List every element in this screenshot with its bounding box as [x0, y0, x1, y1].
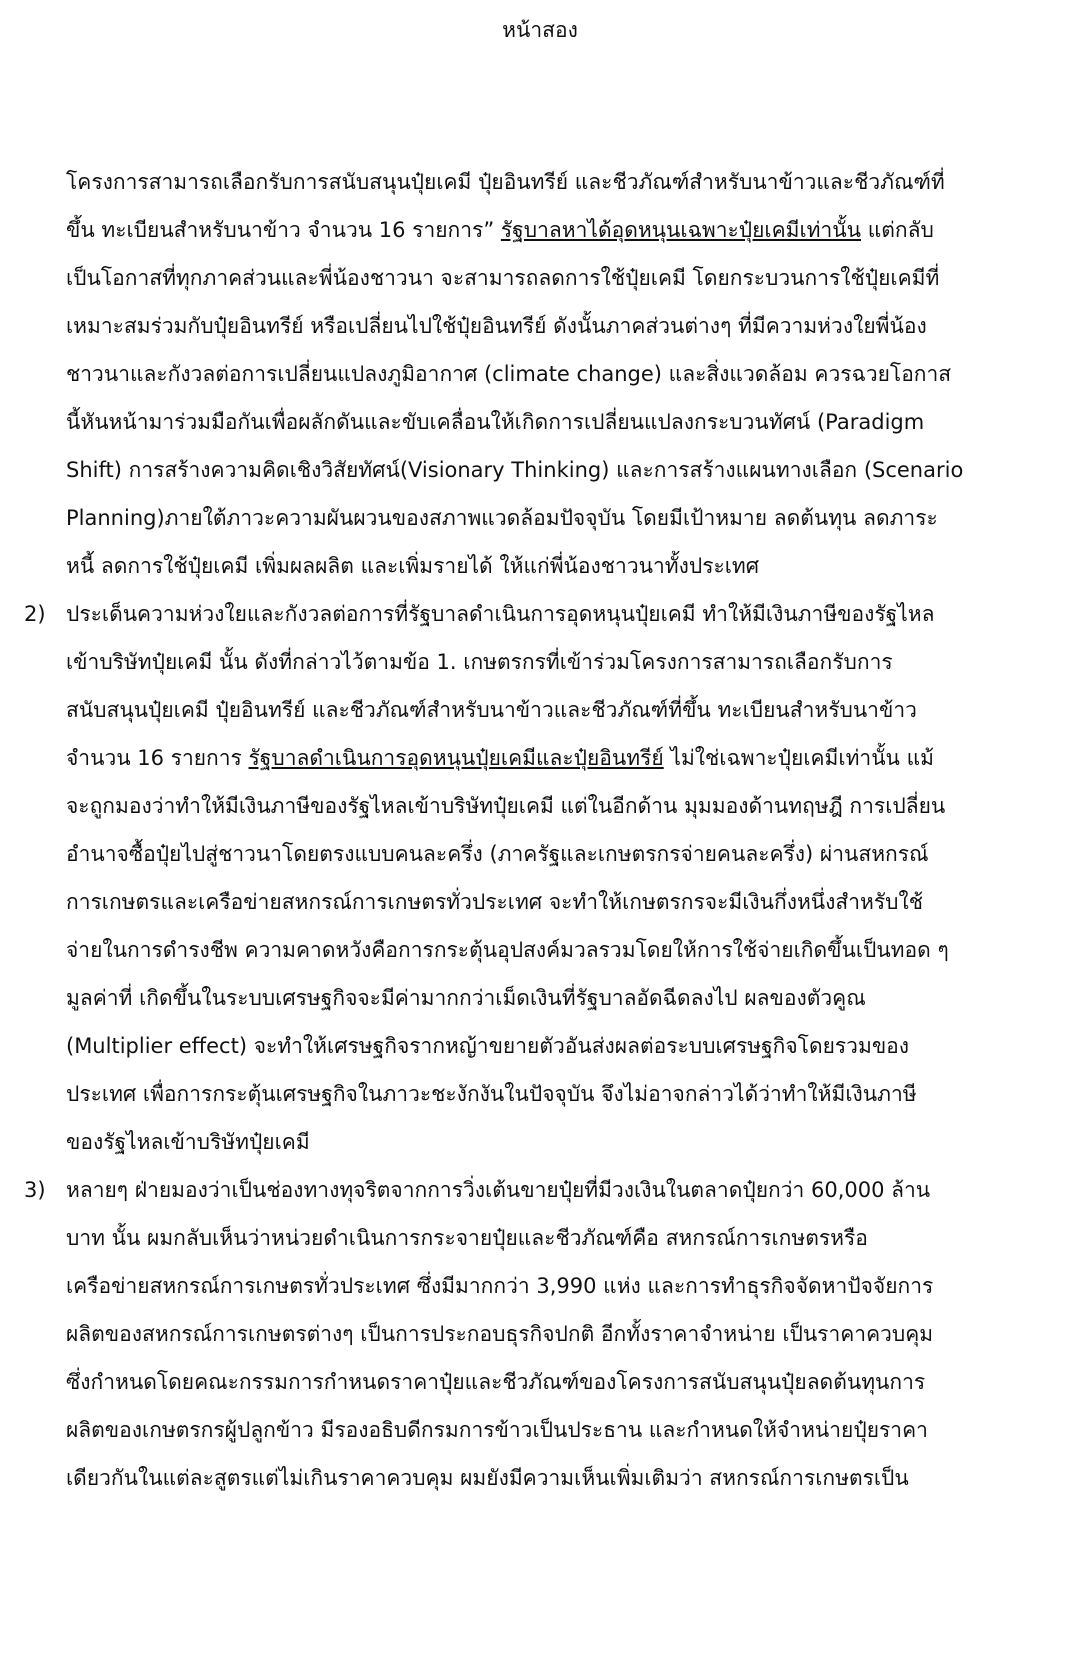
text-line: หนี้ ลดการใช้ปุ๋ยเคมี เพิ่มผลผลิต และเพิ่มรายได้ ให้แก่พี่น้องชาวนาทั้งประเทศ — [66, 554, 760, 578]
text-line: ผลิตของเกษตรกรผู้ปลูกข้าว มีรองอธิบดีกรมการข้าวเป็นประธาน และกำหนดให้จำหน่ายปุ๋ยราคา — [66, 1418, 928, 1442]
text-span: จำนวน 16 รายการ — [66, 746, 249, 770]
list-marker: 2) — [24, 602, 46, 626]
text-span: แต่กลับ — [861, 218, 934, 242]
text-line: โครงการสามารถเลือกรับการสนับสนุนปุ๋ยเคมี ปุ๋ยอินทรีย์ และชีวภัณฑ์สำหรับนาข้าวและชีวภัณฑ์ที่ — [66, 170, 945, 194]
text-line: เดียวกันในแต่ละสูตรแต่ไม่เกินราคาควบคุม ผมยังมีความเห็นเพิ่มเติมว่า สหกรณ์การเกษตรเป็น — [66, 1466, 909, 1490]
text-line: บาท นั้น ผมกลับเห็นว่าหน่วยดำเนินการกระจายปุ๋ยและชีวภัณฑ์คือ สหกรณ์การเกษตรหรือ — [66, 1226, 868, 1250]
text-line: เป็นโอกาสที่ทุกภาคส่วนและพี่น้องชาวนา จะสามารถลดการใช้ปุ๋ยเคมี โดยกระบวนการใช้ปุ๋ยเคมีที่ — [66, 266, 940, 290]
text-line: Shift) การสร้างความคิดเชิงวิสัยทัศน์(Visionary Thinking) และการสร้างแผนทางเลือก (Scenario — [66, 458, 964, 482]
text-line: ซึ่งกำหนดโดยคณะกรรมการกำหนดราคาปุ๋ยและชีวภัณฑ์ของโครงการสนับสนุนปุ๋ยลดต้นทุนการ — [66, 1370, 926, 1394]
text-line: จ่ายในการดำรงชีพ ความคาดหวังคือการกระตุ้นอุปสงค์มวลรวมโดยให้การใช้จ่ายเกิดขึ้นเป็นทอด ๆ — [66, 938, 949, 962]
text-line: อำนาจซื้อปุ๋ยไปสู่ชาวนาโดยตรงแบบคนละครึ่ง (ภาครัฐและเกษตรกรจ่ายคนละครึ่ง) ผ่านสหกรณ์ — [66, 842, 929, 866]
text-line: ของรัฐไหลเข้าบริษัทปุ๋ยเคมี — [66, 1130, 310, 1154]
text-line: สนับสนุนปุ๋ยเคมี ปุ๋ยอินทรีย์ และชีวภัณฑ์สำหรับนาข้าวและชีวภัณฑ์ที่ขึ้น ทะเบียนสำหรับนาข้าว — [66, 698, 917, 722]
text-line: เหมาะสมร่วมกับปุ๋ยอินทรีย์ หรือเปลี่ยนไปใช้ปุ๋ยอินทรีย์ ดังนั้นภาคส่วนต่างๆ ที่มีความห่วงใยพี่น้อง — [66, 314, 927, 338]
text-line: (Multiplier effect) จะทำให้เศรษฐกิจรากหญ้าขยายตัวอันส่งผลต่อระบบเศรษฐกิจโดยรวมของ — [66, 1034, 910, 1058]
underlined-text: รัฐบาลดำเนินการอุดหนุนปุ๋ยเคมีและปุ๋ยอินทรีย์ — [248, 746, 664, 770]
text-line: นี้หันหน้ามาร่วมมือกันเพื่อผลักดันและขับเคลื่อนให้เกิดการเปลี่ยนแปลงกระบวนทัศน์ (Paradigm — [66, 410, 925, 434]
list-marker: 3) — [24, 1178, 46, 1202]
text-line: จะถูกมองว่าทำให้มีเงินภาษีของรัฐไหลเข้าบริษัทปุ๋ยเคมี แต่ในอีกด้าน มุมมองด้านทฤษฎี การเปลี่ยน — [66, 794, 946, 818]
text-line: เข้าบริษัทปุ๋ยเคมี นั้น ดังที่กล่าวไว้ตามข้อ 1. เกษตรกรที่เข้าร่วมโครงการสามารถเลือกรับการ — [66, 650, 893, 674]
text-line: ชาวนาและกังวลต่อการเปลี่ยนแปลงภูมิอากาศ (climate change) และสิ่งแวดล้อม ควรฉวยโอกาส — [66, 362, 952, 386]
text-line: ประเทศ เพื่อการกระตุ้นเศรษฐกิจในภาวะชะงักงันในปัจจุบัน จึงไม่อาจกล่าวได้ว่าทำให้มีเงินภาษี — [66, 1082, 917, 1106]
text-line — [66, 214, 934, 246]
text-line: ประเด็นความห่วงใยและกังวลต่อการที่รัฐบาลดำเนินการอุดหนุนปุ๋ยเคมี ทำให้มีเงินภาษีของรัฐไหล — [66, 602, 935, 626]
text-line: หลายๆ ฝ่ายมองว่าเป็นช่องทางทุจริตจากการวิ่งเต้นขายปุ๋ยที่มีวงเงินในตลาดปุ๋ยกว่า 60,000 ล้าน — [66, 1178, 931, 1202]
page-header: หน้าสอง — [502, 18, 578, 42]
text-line: มูลค่าที่ เกิดขึ้นในระบบเศรษฐกิจจะมีค่ามากกว่าเม็ดเงินที่รัฐบาลอัดฉีดลงไป ผลของตัวคูณ — [66, 986, 866, 1010]
text-span: ไม่ใช่เฉพาะปุ๋ยเคมีเท่านั้น แม้ — [663, 746, 934, 770]
text-line: ผลิตของสหกรณ์การเกษตรต่างๆ เป็นการประกอบธุรกิจปกติ อีกทั้งราคาจำหน่าย เป็นราคาควบคุม — [66, 1322, 934, 1346]
text-span: ขึ้น ทะเบียนสำหรับนาข้าว จำนวน 16 รายการ” — [66, 218, 501, 242]
text-line: การเกษตรและเครือข่ายสหกรณ์การเกษตรทั่วประเทศ จะทำให้เกษตรกรจะมีเงินกึ่งหนึ่งสำหรับใช้ — [66, 890, 923, 914]
text-line: เครือข่ายสหกรณ์การเกษตรทั่วประเทศ ซึ่งมีมากกว่า 3,990 แห่ง และการทำธุรกิจจัดหาปัจจัยการ — [66, 1274, 934, 1298]
text-line: Planning)ภายใต้ภาวะความผันผวนของสภาพแวดล้อมปัจจุบัน โดยมีเป้าหมาย ลดต้นทุน ลดภาระ — [66, 506, 938, 530]
text-line — [66, 742, 934, 774]
underlined-text: รัฐบาลหาได้อุดหนุนเฉพาะปุ๋ยเคมีเท่านั้น — [500, 218, 862, 242]
